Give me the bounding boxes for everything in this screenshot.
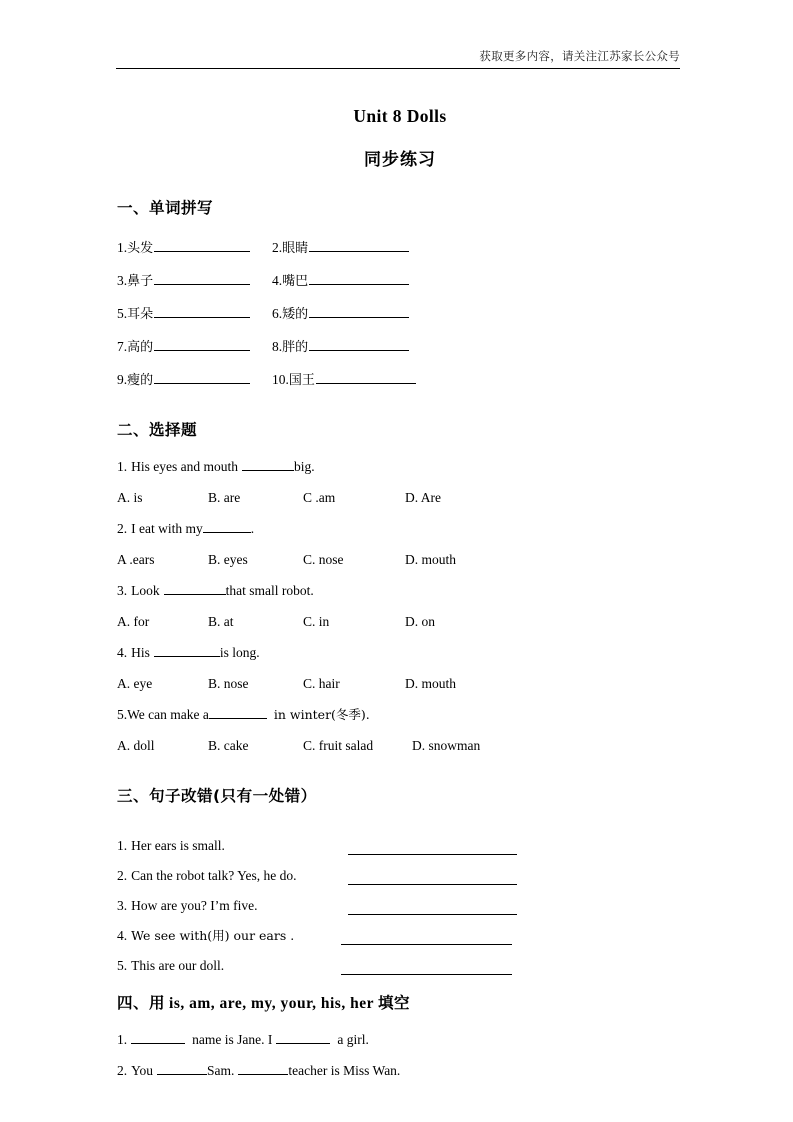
option-c[interactable]: C. hair (303, 676, 340, 691)
page-header (116, 50, 680, 69)
option-b[interactable]: B. eyes (208, 552, 248, 567)
option-d[interactable]: D. snowman (412, 738, 481, 753)
item-number: 2. (117, 1063, 128, 1078)
correction-row (117, 855, 683, 885)
stem-text-before: We can make a (127, 707, 209, 722)
stem-text-before: His (131, 645, 150, 660)
item-number: 4. (272, 273, 283, 288)
answer-blank[interactable] (154, 238, 250, 252)
document-subtitle: 同步练习 (364, 150, 436, 170)
correction-sentence (117, 927, 341, 945)
vocabulary-row (117, 238, 683, 271)
item-word: 鼻子 (127, 274, 154, 289)
sentence-text: How are you? I’m five. (131, 898, 258, 913)
stem-text-before: Look (131, 583, 160, 598)
answer-gap[interactable] (276, 1031, 330, 1044)
answer-blank[interactable] (154, 304, 250, 318)
correction-row (117, 885, 683, 915)
answer-blank[interactable] (154, 370, 250, 384)
option-d[interactable]: D. mouth (405, 552, 457, 567)
correction-list (117, 825, 683, 975)
item-number: 10. (272, 372, 289, 387)
answer-gap[interactable] (154, 644, 220, 657)
correction-sentence (117, 957, 341, 975)
sentence-part-2: name is Jane. I (192, 1032, 273, 1047)
item-number: 5. (117, 958, 128, 973)
sentence-text: Can the robot talk? Yes, he do. (131, 868, 297, 883)
sentence-text: We see with(用) our ears . (131, 928, 295, 943)
option-row (117, 737, 683, 768)
answer-line[interactable] (348, 871, 517, 885)
document-title: Unit 8 Dolls (353, 106, 447, 126)
answer-gap[interactable] (164, 582, 226, 595)
vocabulary-item (117, 370, 272, 390)
heading-prefix: 四、用 (117, 994, 166, 1012)
vocabulary-item (272, 271, 409, 291)
stem-text-after: . (250, 521, 255, 536)
vocabulary-item (272, 304, 409, 324)
item-number: 6. (272, 306, 283, 321)
answer-blank[interactable] (154, 337, 250, 351)
option-a[interactable]: A. eye (117, 676, 153, 691)
section-1-heading: 一、单词拼写 (117, 199, 214, 217)
item-number: 5. (117, 306, 128, 321)
vocabulary-item (117, 238, 272, 258)
header-promo-text: 获取更多内容，请关注江苏家长公众号 (479, 51, 680, 63)
answer-gap[interactable] (203, 520, 251, 533)
header-divider (116, 68, 680, 69)
correction-sentence (117, 837, 348, 855)
item-number: 1. (117, 838, 128, 853)
answer-gap[interactable] (157, 1062, 207, 1075)
item-number: 2. (272, 240, 283, 255)
item-word: 瘦的 (127, 373, 154, 388)
sentence-text: This are our doll. (131, 958, 225, 973)
item-word: 矮的 (282, 307, 309, 322)
item-number: 8. (272, 339, 283, 354)
answer-gap[interactable] (131, 1031, 185, 1044)
document-content (117, 100, 683, 1093)
sentence-part-2: Sam. (207, 1063, 235, 1078)
heading-suffix: 填空 (377, 994, 410, 1012)
item-number: 7. (117, 339, 128, 354)
correction-row (117, 915, 683, 945)
stem-text-after: in winter(冬季). (273, 707, 370, 722)
stem-text-after: is long. (219, 645, 260, 660)
correction-row (117, 825, 683, 855)
answer-gap[interactable] (238, 1062, 288, 1075)
answer-gap[interactable] (242, 458, 294, 471)
sentence-text: Her ears is small. (131, 838, 225, 853)
option-d[interactable]: D. Are (405, 490, 441, 505)
option-c[interactable]: C. in (303, 614, 330, 629)
item-number: 1. (117, 240, 128, 255)
item-number: 3. (117, 273, 128, 288)
item-word: 眼睛 (282, 241, 309, 256)
item-number: 3. (117, 898, 128, 913)
sentence-part-3: teacher is Miss Wan. (288, 1063, 401, 1078)
answer-blank[interactable] (309, 271, 409, 285)
stem-text-after: that small robot. (225, 583, 314, 598)
option-row (117, 613, 683, 644)
item-word: 胖的 (282, 340, 309, 355)
item-word: 头发 (127, 241, 154, 256)
section-2-heading: 二、选择题 (117, 421, 198, 439)
option-b[interactable]: B. cake (208, 738, 249, 753)
option-row (117, 489, 683, 520)
fill-blank-row (117, 1062, 683, 1093)
answer-blank[interactable] (316, 370, 416, 384)
sentence-part-3: a girl. (337, 1032, 369, 1047)
answer-blank[interactable] (309, 337, 409, 351)
option-b[interactable]: B. are (208, 490, 241, 505)
option-b[interactable]: B. nose (208, 676, 249, 691)
vocabulary-item (272, 337, 409, 357)
item-word: 高的 (127, 340, 154, 355)
question-stem (117, 644, 683, 675)
vocabulary-row (117, 271, 683, 304)
correction-sentence (117, 867, 348, 885)
vocabulary-row (117, 370, 683, 403)
question-number: 5. (117, 707, 128, 722)
vocabulary-item (117, 337, 272, 357)
option-d[interactable]: D. on (405, 614, 435, 629)
section-3-heading: 三、句子改错(只有一处错） (117, 787, 317, 805)
option-c[interactable]: C. nose (303, 552, 344, 567)
question-stem (117, 706, 683, 737)
correction-row (117, 945, 683, 975)
vocabulary-item (272, 238, 409, 258)
question-number: 4. (117, 645, 128, 660)
question-number: 3. (117, 583, 128, 598)
heading-words: is, am, are, my, your, his, her (169, 995, 374, 1012)
multiple-choice-list (117, 458, 683, 768)
question-stem (117, 520, 683, 551)
vocabulary-grid (117, 238, 683, 403)
question-number: 2. (117, 521, 128, 536)
question-stem (117, 582, 683, 613)
option-row (117, 551, 683, 582)
answer-line[interactable] (348, 901, 517, 915)
vocabulary-item (272, 370, 416, 390)
item-word: 嘴巴 (282, 274, 309, 289)
stem-text-before: His eyes and mouth (131, 459, 238, 474)
question-number: 1. (117, 459, 128, 474)
item-number: 4. (117, 928, 128, 943)
fill-blank-list (117, 1031, 683, 1093)
option-c[interactable]: C. fruit salad (303, 738, 374, 753)
option-a[interactable]: A .ears (117, 552, 155, 567)
sentence-part-1: You (131, 1063, 154, 1078)
item-number: 1. (117, 1032, 128, 1047)
item-word: 国王 (288, 373, 315, 388)
answer-gap[interactable] (209, 706, 267, 719)
item-word: 耳朵 (127, 307, 154, 322)
stem-text-before: I eat with my (131, 521, 203, 536)
answer-line[interactable] (348, 841, 517, 855)
option-a[interactable]: A. is (117, 490, 143, 505)
fill-blank-row (117, 1031, 683, 1062)
vocabulary-item (117, 304, 272, 324)
item-number: 2. (117, 868, 128, 883)
stem-text-after: big. (294, 459, 315, 474)
option-a[interactable]: A. doll (117, 738, 155, 753)
option-row (117, 675, 683, 706)
item-number: 9. (117, 372, 128, 387)
vocabulary-row (117, 337, 683, 370)
vocabulary-row (117, 304, 683, 337)
option-c[interactable]: C .am (303, 490, 336, 505)
answer-line[interactable] (341, 961, 512, 975)
answer-line[interactable] (341, 931, 512, 945)
correction-sentence (117, 897, 348, 915)
option-a[interactable]: A. for (117, 614, 150, 629)
answer-blank[interactable] (309, 238, 409, 252)
option-d[interactable]: D. mouth (405, 676, 457, 691)
question-stem (117, 458, 683, 489)
answer-blank[interactable] (309, 304, 409, 318)
vocabulary-item (117, 271, 272, 291)
section-4-heading (117, 991, 683, 1013)
answer-blank[interactable] (154, 271, 250, 285)
option-b[interactable]: B. at (208, 614, 234, 629)
